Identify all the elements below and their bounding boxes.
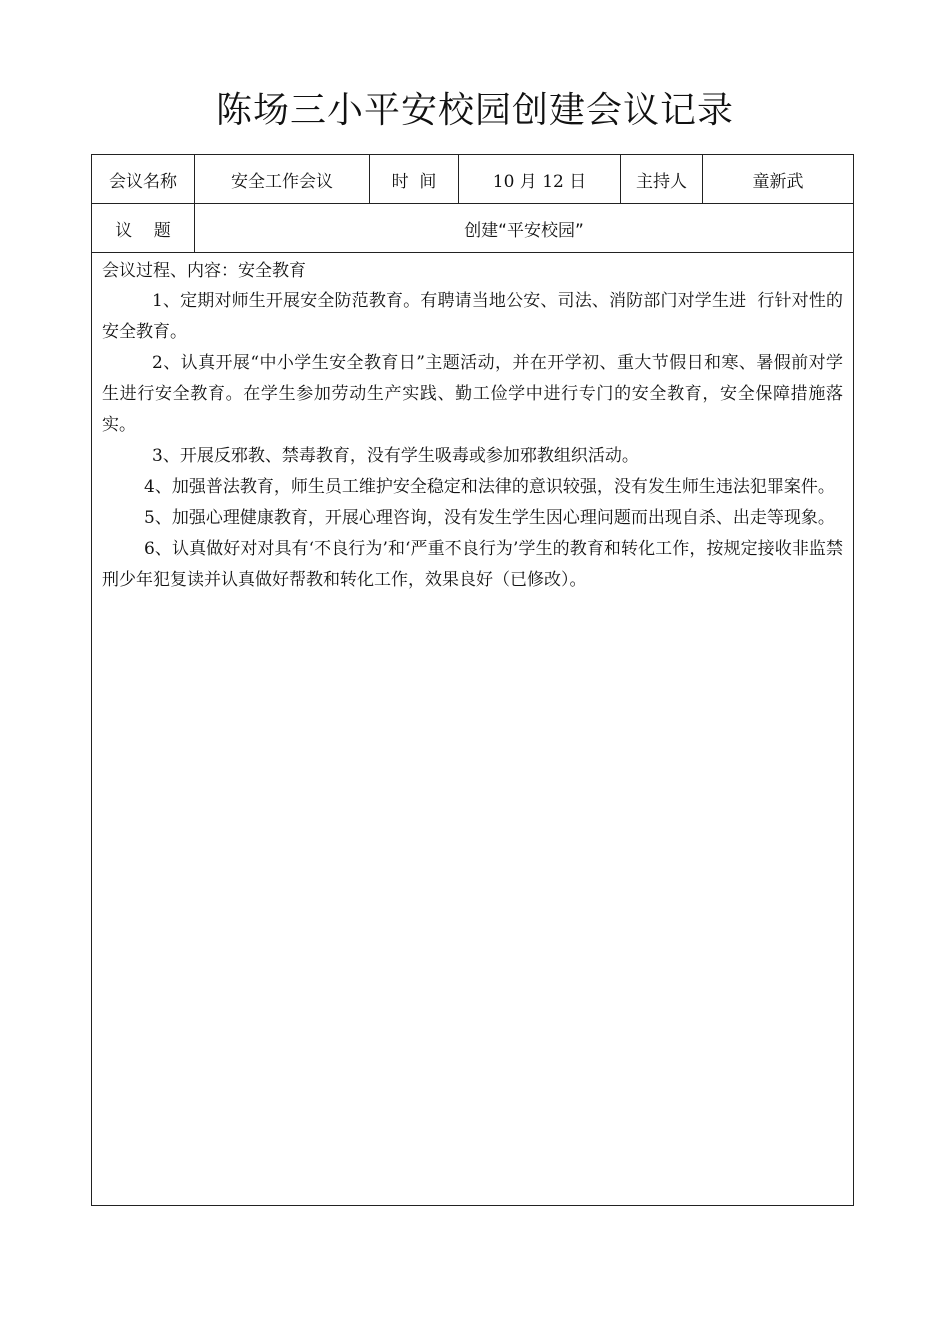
content-cell (92, 253, 854, 1206)
content-heading: 会议过程、内容：安全教育 (102, 261, 306, 281)
content-item-2: 2、认真开展“中小学生安全教育日”主题活动，并在开学初、重大节假日和寒、暑假前对学生进行安全教育。在学生参加劳动生产实践、勤工俭学中进行专门的安全教育，安全保障措施落实。 (102, 353, 843, 435)
header-row (92, 155, 854, 204)
host-label: 主持人 (621, 155, 703, 204)
time-label: 时 间 (370, 155, 459, 204)
meeting-name-value: 安全工作会议 (195, 155, 370, 204)
content-item-3: 3、开展反邪教、禁毒教育，没有学生吸毒或参加邪教组织活动。 (152, 446, 639, 466)
content-item-1: 1、定期对师生开展安全防范教育。有聘请当地公安、司法、消防部门对学生进 行针对性的安全教育。 (102, 291, 843, 342)
content-row (92, 253, 854, 1206)
time-value: 10 月 12 日 (459, 155, 621, 204)
content-item-6: 6、认真做好对对具有‘不良行为’和‘严重不良行为’学生的教育和转化工作，按规定接收非监禁刑少年犯复读并认真做好帮教和转化工作，效果良好（已修改）。 (102, 539, 843, 590)
topic-row (92, 204, 854, 253)
host-value: 童新武 (703, 155, 854, 204)
topic-value: 创建“平安校园” (195, 204, 854, 253)
topic-label: 议 题 (92, 204, 195, 253)
meeting-record-table (91, 154, 854, 1206)
content-item-4: 4、加强普法教育，师生员工维护安全稳定和法律的意识较强，没有发生师生违法犯罪案件。 (144, 477, 835, 497)
meeting-name-label: 会议名称 (92, 155, 195, 204)
content-item-5: 5、加强心理健康教育，开展心理咨询，没有发生学生因心理问题而出现自杀、出走等现象。 (144, 508, 835, 528)
page-title: 陈场三小平安校园创建会议记录 (215, 90, 734, 131)
